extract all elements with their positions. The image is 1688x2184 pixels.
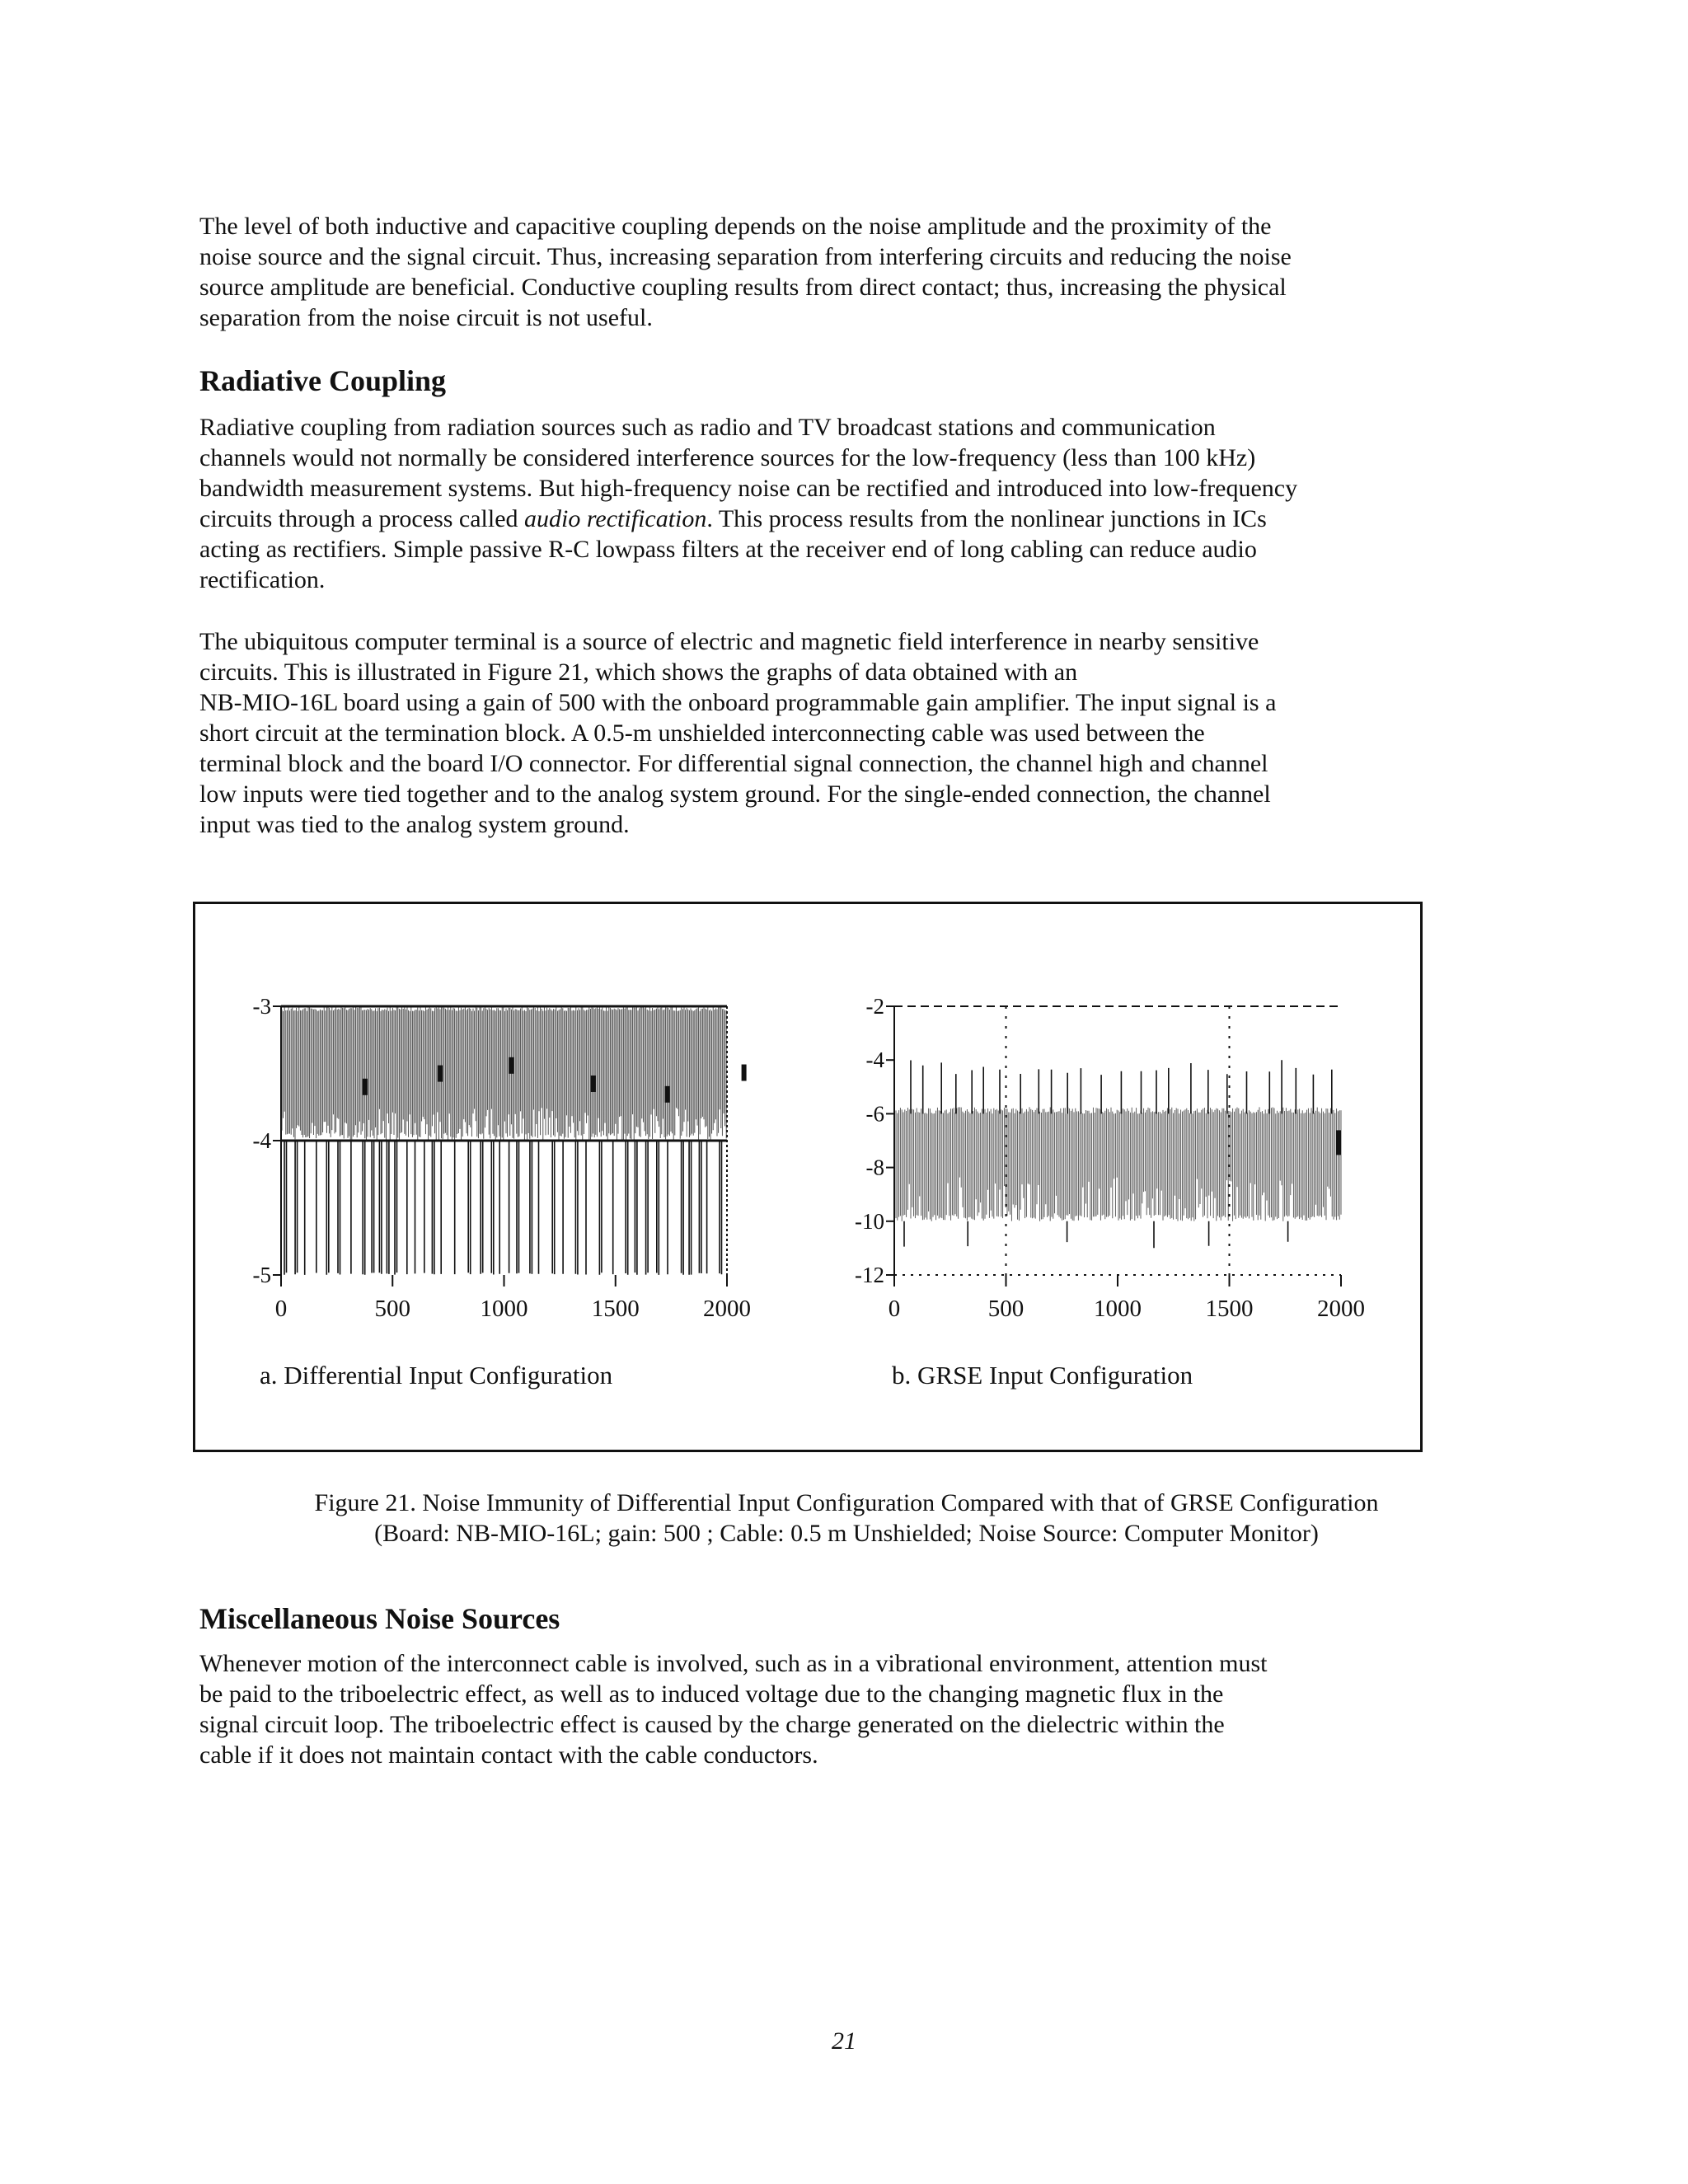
y-tick-label: -8 xyxy=(865,1155,884,1180)
text-line: channels would not normally be considered interference sources for the low-frequency (less than 100 kHz) xyxy=(199,444,1256,471)
text-line: bandwidth measurement systems. But high-frequency noise can be rectified and introduced into low-frequency xyxy=(199,475,1298,502)
noise-blotch xyxy=(509,1057,513,1074)
noise-blotch xyxy=(438,1066,443,1082)
figure-21-box xyxy=(193,902,1423,1452)
text-line: The level of both inductive and capacitive coupling depends on the noise amplitude and the proximity of the xyxy=(199,213,1272,240)
text-line: short circuit at the termination block. A 0.5-m unshielded interconnecting cable was used between the xyxy=(199,719,1205,747)
paragraph-radiative xyxy=(199,412,1493,595)
figure-caption-details: (Board: NB-MIO-16L; gain: 500 ; Cable: 0.5 m Unshielded; Noise Source: Computer Monitor) xyxy=(374,1520,1319,1547)
paragraph-terminal xyxy=(199,626,1493,840)
noise-spikes-lower xyxy=(904,1221,1288,1249)
chart-caption: a. Differential Input Configuration xyxy=(260,1361,613,1390)
noise-trace-band xyxy=(896,1107,1341,1221)
y-tick-label: -10 xyxy=(855,1208,884,1234)
x-tick-label: 0 xyxy=(274,1296,288,1322)
text-line: Radiative coupling from radiation sources such as radio and TV broadcast stations and communication xyxy=(199,414,1216,441)
text-line: input was tied to the analog system ground. xyxy=(199,811,630,838)
text-line: signal circuit loop. The triboelectric effect is caused by the charge generated on the dielectric within the xyxy=(199,1711,1225,1738)
chart-grse xyxy=(855,994,1365,1390)
figure-caption xyxy=(199,1488,1493,1549)
y-tick-label: -2 xyxy=(865,994,884,1019)
text-line: be paid to the triboelectric effect, as well as to induced voltage due to the changing magnetic flux in the xyxy=(199,1680,1224,1708)
chart-differential xyxy=(253,994,752,1390)
y-tick-label: -4 xyxy=(865,1047,884,1073)
y-tick-label: -4 xyxy=(252,1128,271,1153)
noise-blotch xyxy=(742,1065,747,1081)
text-line: separation from the noise circuit is not useful. xyxy=(199,304,653,331)
heading-misc-noise: Miscellaneous Noise Sources xyxy=(199,1602,560,1635)
y-tick-label: -3 xyxy=(252,994,271,1019)
paragraph-intro xyxy=(199,211,1493,333)
text-line: acting as rectifiers. Simple passive R-C lowpass filters at the receiver end of long cabling can reduce audio xyxy=(199,536,1257,563)
text-line: circuits. This is illustrated in Figure 21, which shows the graphs of data obtained with an xyxy=(199,658,1078,686)
x-tick-label: 2000 xyxy=(1317,1296,1365,1322)
x-tick-label: 1000 xyxy=(480,1296,528,1322)
y-tick-label: -6 xyxy=(865,1101,884,1127)
noise-blotch xyxy=(1336,1130,1341,1155)
figure-21-charts xyxy=(195,904,1420,1450)
text-line: Whenever motion of the interconnect cable is involved, such as in a vibrational environment, attention must xyxy=(199,1650,1268,1677)
heading-radiative-coupling: Radiative Coupling xyxy=(199,364,447,397)
text-fragment: . This process results from the nonlinear junctions in ICs xyxy=(706,505,1267,532)
page-number: 21 xyxy=(832,2027,856,2055)
x-tick-label: 1500 xyxy=(591,1296,640,1322)
text-line: noise source and the signal circuit. Thus, increasing separation from interfering circuits and reducing the noise xyxy=(199,243,1292,270)
noise-trace-upper xyxy=(282,1006,726,1141)
y-tick-label: -5 xyxy=(252,1263,271,1287)
text-line: NB-MIO-16L board using a gain of 500 with the onboard programmable gain amplifier. The input signal is a xyxy=(199,689,1277,716)
text-line: rectification. xyxy=(199,566,326,593)
text-line: The ubiquitous computer terminal is a source of electric and magnetic field interference in nearby sensitive xyxy=(199,628,1259,655)
paragraph-misc xyxy=(199,1648,1493,1770)
noise-blotch xyxy=(591,1076,596,1092)
x-tick-label: 0 xyxy=(888,1296,901,1322)
text-line: source amplitude are beneficial. Conductive coupling results from direct contact; thus, increasing the physical xyxy=(199,274,1287,301)
text-line: cable if it does not maintain contact with the cable conductors. xyxy=(199,1741,818,1769)
emphasis-term: audio rectification xyxy=(524,505,707,532)
noise-blotch xyxy=(665,1086,670,1103)
noise-trace-lower xyxy=(284,1141,722,1275)
x-tick-label: 2000 xyxy=(703,1296,751,1322)
text-line: low inputs were tied together and to the analog system ground. For the single-ended connection, the channel xyxy=(199,780,1271,808)
x-tick-label: 1000 xyxy=(1094,1296,1142,1322)
noise-blotch xyxy=(363,1079,368,1095)
noise-spikes-upper xyxy=(911,1060,1332,1113)
chart-caption: b. GRSE Input Configuration xyxy=(892,1361,1193,1390)
text-line: terminal block and the board I/O connector. For differential signal connection, the channel high and channel xyxy=(199,750,1268,777)
x-tick-label: 1500 xyxy=(1205,1296,1254,1322)
x-tick-label: 500 xyxy=(987,1296,1025,1322)
x-tick-label: 500 xyxy=(374,1296,410,1322)
figure-caption-title: Figure 21. Noise Immunity of Differential Input Configuration Compared with that of GRSE Configuration xyxy=(314,1489,1379,1516)
text-fragment: circuits through a process called xyxy=(199,505,525,532)
y-tick-label: -12 xyxy=(855,1263,884,1287)
text-line xyxy=(199,504,1493,534)
